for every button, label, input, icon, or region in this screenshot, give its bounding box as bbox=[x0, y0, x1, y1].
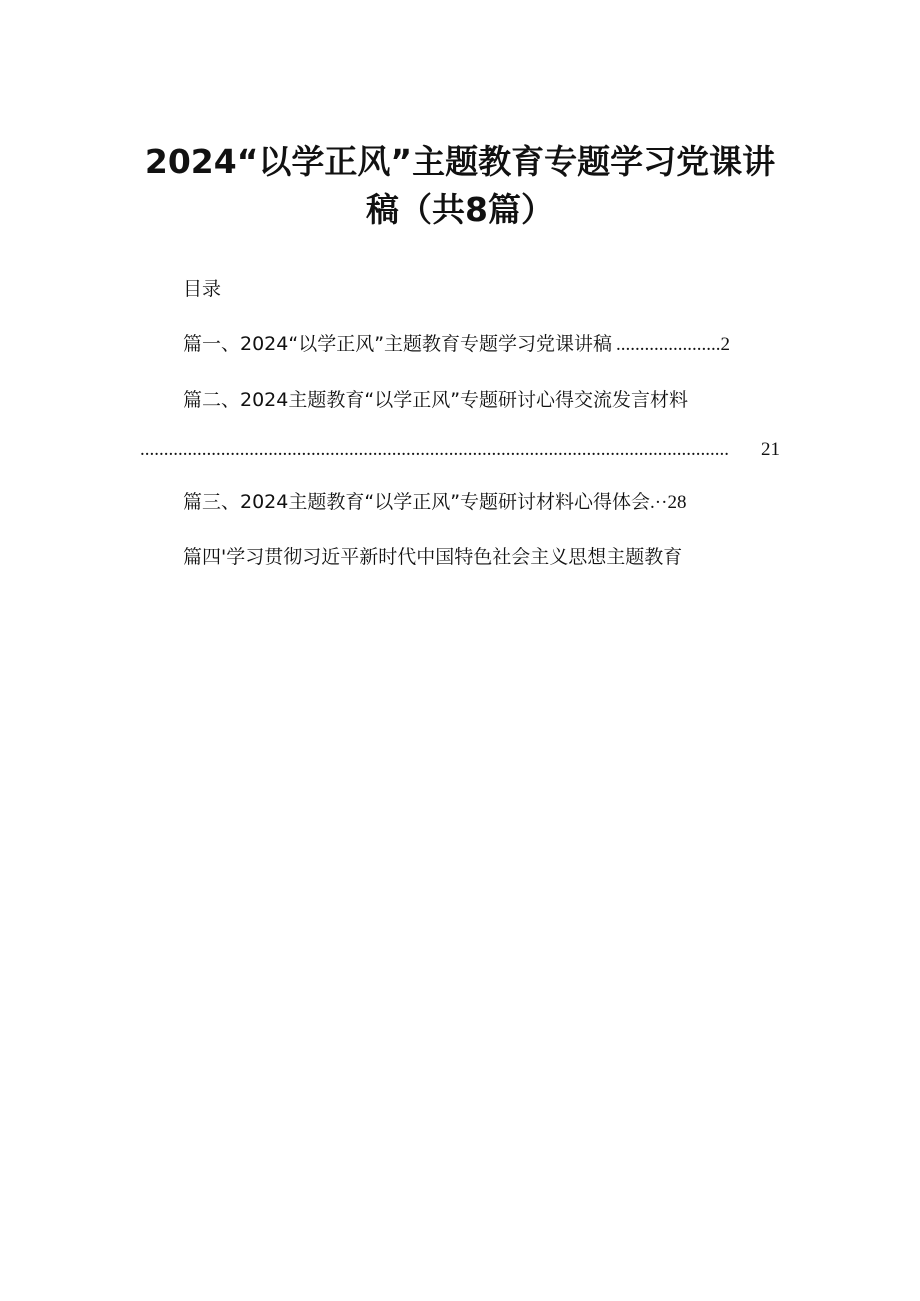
toc-entry-2-leader-row bbox=[140, 436, 780, 464]
toc-entry-1-text: 篇一、2024“以学正风”主题教育专题学习党课讲稿 bbox=[183, 333, 613, 355]
document-title-line-2: 稿（共8篇） bbox=[366, 190, 554, 229]
toc-entry-2-page: 21 bbox=[761, 439, 780, 460]
toc-entry-2-leader: ............................................................................................................................ bbox=[140, 439, 729, 460]
toc-entry-1-page: 2 bbox=[720, 334, 731, 355]
toc-entry-4[interactable] bbox=[183, 543, 682, 571]
toc-entry-2[interactable] bbox=[183, 386, 688, 414]
toc-entry-1-leader: ...................... bbox=[616, 334, 721, 355]
document-title-line-1: 2024“以学正风”主题教育专题学习党课讲 bbox=[144, 142, 776, 181]
toc-entry-3-leader: .·· bbox=[650, 492, 668, 513]
toc-entry-3[interactable] bbox=[183, 488, 686, 517]
toc-entry-4-text: 篇四'学习贯彻习近平新时代中国特色社会主义思想主题教育 bbox=[183, 546, 683, 568]
toc-entry-3-page: 28 bbox=[667, 492, 687, 513]
toc-entry-1[interactable] bbox=[183, 330, 730, 359]
toc-heading: 目录 bbox=[183, 278, 222, 300]
toc-entry-3-text: 篇三、2024主题教育“以学正风”专题研讨材料心得体会 bbox=[183, 491, 651, 513]
toc-entry-2-text: 篇二、2024主题教育“以学正风”专题研讨心得交流发言材料 bbox=[183, 389, 689, 411]
